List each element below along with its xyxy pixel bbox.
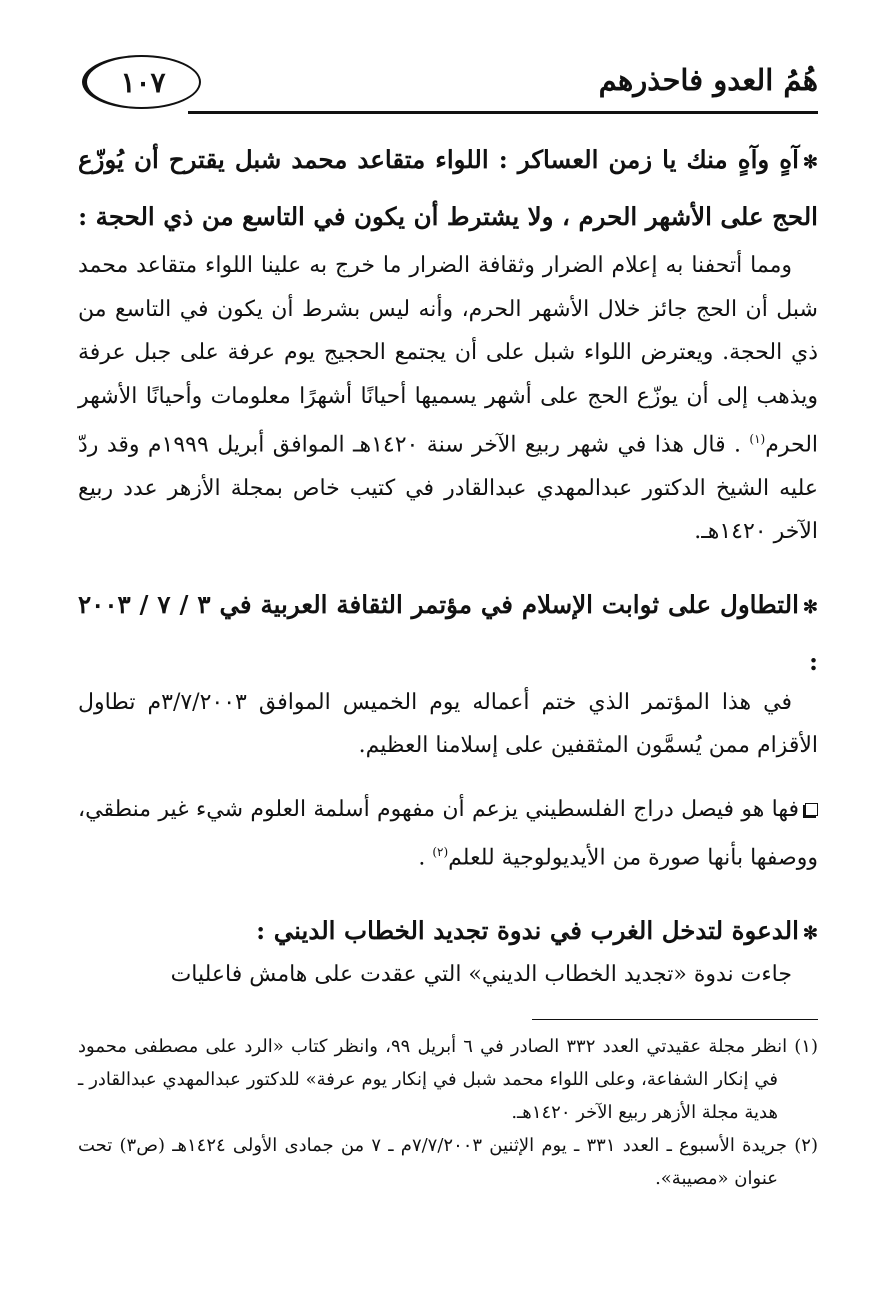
paragraph-text: جاءت ندوة «تجديد الخطاب الديني» التي عقدت على هامش فاعليات: [170, 962, 792, 988]
section-heading-text: آهٍ وآهٍ منك يا زمن العساكر : اللواء متقاعد محمد شبل يقترح أن يُوزّع الحج على الأشهر الحرم ، ولا يشترط أن يكون في التاسع من ذي الحجة :: [78, 145, 818, 231]
running-title: هُمُ العدو فاحذرهم: [598, 63, 818, 97]
paragraph: [78, 953, 818, 997]
bullet-icon: ✻: [802, 596, 818, 618]
footnote-ref: (١): [749, 432, 766, 446]
page-header: [78, 55, 818, 125]
section-heading-text: الدعوة لتدخل الغرب في ندوة تجديد الخطاب الديني :: [256, 916, 799, 946]
page-number: ١٠٧: [82, 55, 201, 109]
book-page: [78, 55, 818, 1195]
footnote: (١) انظر مجلة عقيدتي العدد ٣٣٢ الصادر في ٦ أبريل ٩٩، وانظر كتاب «الرد على مصطفى محمود في إنكار الشفاعة، وعلى اللواء محمد شبل في إنكار يوم عرفة» للدكتور عبدالمهدي عبدالقادر ـ هدية مجلة الأزهر ربيع الآخر ١٤٢٠هـ.: [78, 1035, 818, 1123]
footnote-ref: (٢): [432, 845, 449, 860]
square-bullet-icon: [805, 803, 818, 816]
list-item-text: .: [418, 845, 433, 871]
section-heading-text: التطاول على ثوابت الإسلام في مؤتمر الثقافة العربية في ٣ / ٧ / ٢٠٠٣ :: [78, 589, 818, 676]
footnote-rule: [532, 1019, 818, 1020]
section-heading: [78, 133, 818, 244]
paragraph-text: ومما أتحفنا به إعلام الضرار وثقافة الضرار ما خرج به علينا اللواء متقاعد محمد شبل أن الحج جائز خلال الأشهر الحرم، وأنه ليس بشرط أن يكون في التاسع من ذي الحجة. ويعترض اللواء شبل على أن يجتمع الحجيج يوم عرفة على جبل عرفة ويذهب إلى أن يوزّع الحج على أشهر يسميها أحيانًا أشهرًا معلومات وأحيانًا الأشهر الحرم: [78, 253, 819, 458]
section-heading: [78, 578, 818, 689]
paragraph-text: . قال هذا في شهر ربيع الآخر سنة ١٤٢٠هـ الموافق أبريل ١٩٩٩م وقد ردّ عليه الشيخ الدكتور عبدالمهدي عبدالقادر في كتيب خاص بمجلة الأزهر عدد ربيع الآخر ١٤٢٠هـ.: [78, 432, 818, 545]
bullet-icon: ✻: [802, 152, 818, 173]
bullet-icon: ✻: [802, 923, 818, 945]
header-rule: [188, 111, 818, 114]
list-item-text: فها هو فيصل دراج الفلسطيني يزعم أن مفهوم أسلمة العلوم شيء غير منطقي، ووصفها بأنها صورة من الأيديولوجية للعلم: [78, 796, 818, 871]
footnote: (٢) جريدة الأسبوع ـ العدد ٣٣١ ـ يوم الإثنين ٧/٧/٢٠٠٣م ـ ٧ من جمادى الأولى ١٤٢٤هـ (ص٣) تحت عنوان «مصيبة».: [78, 1134, 818, 1189]
paragraph-text: في هذا المؤتمر الذي ختم أعماله يوم الخميس الموافق ٣/٧/٢٠٠٣م تطاول الأقزام ممن يُسمَّون المثقفين على إسلامنا العظيم.: [78, 689, 818, 759]
list-item: [78, 788, 818, 880]
paragraph: [78, 681, 818, 768]
paragraph: [78, 244, 818, 554]
